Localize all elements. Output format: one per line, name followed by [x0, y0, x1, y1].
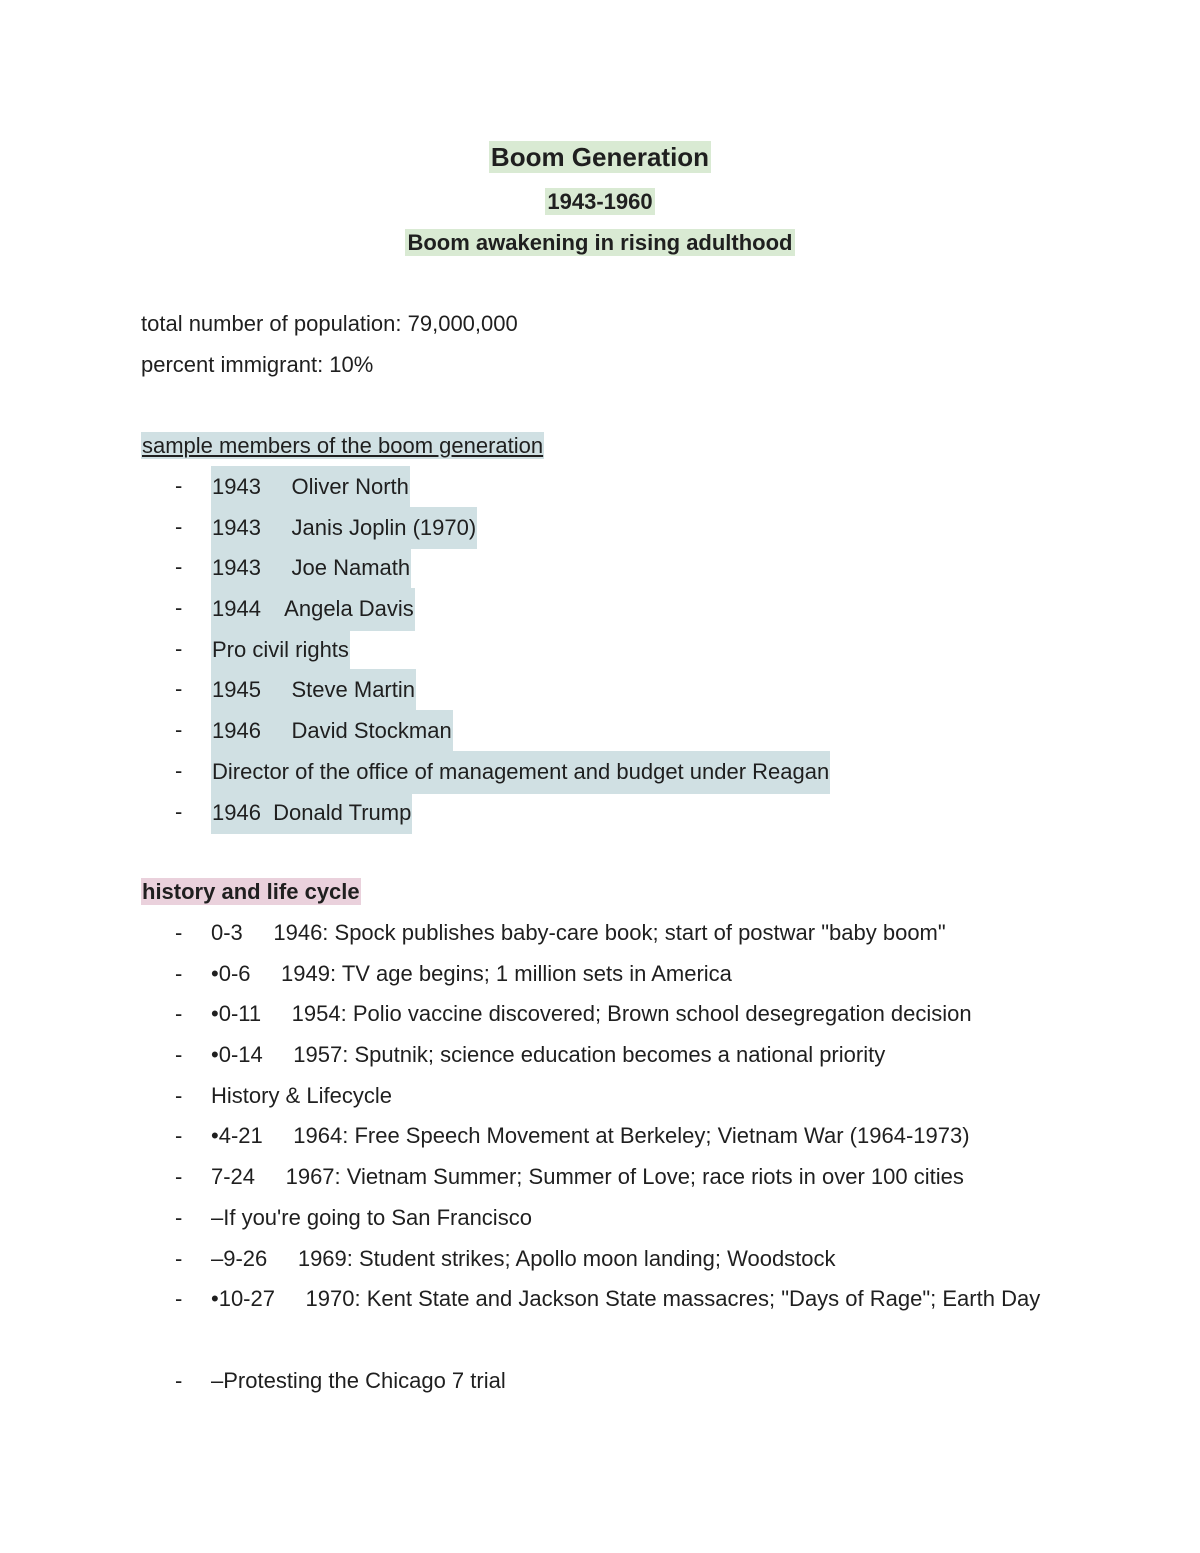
list-item [0, 547, 1200, 588]
doc-title: Boom Generation [490, 142, 710, 172]
member-text: Pro civil rights [211, 629, 350, 672]
list-marker: - [175, 717, 183, 743]
history-text: –9-26 1969: Student strikes; Apollo moon landing; Woodstock [211, 1245, 836, 1271]
member-text: 1943 Oliver North [211, 466, 410, 509]
list-item [0, 507, 1200, 548]
history-text: –Protesting the Chicago 7 trial [211, 1367, 506, 1393]
list-marker: - [175, 920, 183, 945]
list-marker: - [175, 1082, 183, 1108]
history-text: •0-6 1949: TV age begins; 1 million sets in America [211, 960, 732, 986]
list-item [0, 588, 1200, 629]
list-item [0, 1157, 1200, 1198]
list-item [0, 1116, 1200, 1157]
list-item [0, 1076, 1200, 1117]
list-item [0, 913, 1200, 954]
list-marker: - [175, 798, 183, 824]
member-text: 1946 David Stockman [211, 710, 453, 753]
doc-title-row [0, 139, 1200, 175]
list-marker: - [175, 473, 183, 498]
doc-tagline-row [0, 227, 1200, 259]
list-item [0, 751, 1200, 792]
list-marker: - [175, 757, 183, 783]
members-heading: sample members of the boom generation [142, 433, 544, 458]
list-marker: - [175, 635, 183, 661]
list-marker: - [175, 1286, 183, 1312]
member-text: 1943 Joe Namath [211, 547, 411, 590]
history-text: •4-21 1964: Free Speech Movement at Berkeley; Vietnam War (1964-1973) [211, 1123, 970, 1149]
history-heading-row [141, 876, 361, 908]
list-marker: - [175, 595, 183, 621]
member-text: 1945 Steve Martin [211, 669, 416, 712]
history-text: History & Lifecycle [211, 1082, 392, 1108]
list-marker: - [175, 513, 183, 539]
history-text: –If you're going to San Francisco [211, 1204, 532, 1230]
list-marker: - [175, 960, 183, 986]
list-marker: - [175, 554, 183, 580]
history-text: •0-14 1957: Sputnik; science education becomes a national priority [211, 1042, 886, 1068]
doc-years: 1943-1960 [547, 189, 653, 214]
list-item [0, 629, 1200, 670]
list-marker: - [175, 1042, 183, 1068]
list-item [0, 1198, 1200, 1239]
history-text: 0-3 1946: Spock publishes baby-care book; start of postwar "baby boom" [211, 920, 946, 945]
member-text: 1944 Angela Davis [211, 588, 415, 631]
history-heading: history and life cycle [142, 879, 360, 904]
list-item [0, 994, 1200, 1035]
doc-tagline: Boom awakening in rising adulthood [407, 230, 793, 255]
history-text: 7-24 1967: Vietnam Summer; Summer of Love; race riots in over 100 cities [211, 1164, 964, 1190]
list-item [0, 1035, 1200, 1076]
list-marker: - [175, 1123, 183, 1149]
list-item [0, 710, 1200, 751]
immigrant-stat: percent immigrant: 10% [141, 352, 374, 377]
list-marker: - [175, 1367, 183, 1393]
list-item [0, 669, 1200, 710]
doc-years-row [0, 186, 1200, 218]
list-item [0, 1361, 1200, 1402]
list-item [0, 954, 1200, 995]
list-marker: - [175, 1245, 183, 1271]
members-heading-row [141, 430, 544, 462]
member-text: Director of the office of management and budget under Reagan [211, 751, 830, 794]
list-item [0, 1239, 1200, 1280]
list-item [0, 792, 1200, 833]
list-item [0, 1279, 1200, 1360]
list-marker: - [175, 1001, 183, 1027]
population-stat: total number of population: 79,000,000 [141, 311, 518, 336]
list-item [0, 466, 1200, 507]
list-marker: - [175, 1164, 183, 1190]
list-marker: - [175, 676, 183, 702]
list-marker: - [175, 1204, 183, 1230]
members-list [0, 466, 1200, 832]
history-text: •10-27 1970: Kent State and Jackson State massacres; "Days of Rage"; Earth Day [211, 1286, 1041, 1312]
member-text: 1943 Janis Joplin (1970) [211, 507, 477, 550]
history-list [0, 913, 1200, 1401]
member-text: 1946 Donald Trump [211, 792, 412, 835]
history-text: •0-11 1954: Polio vaccine discovered; Brown school desegregation decision [211, 1001, 972, 1027]
